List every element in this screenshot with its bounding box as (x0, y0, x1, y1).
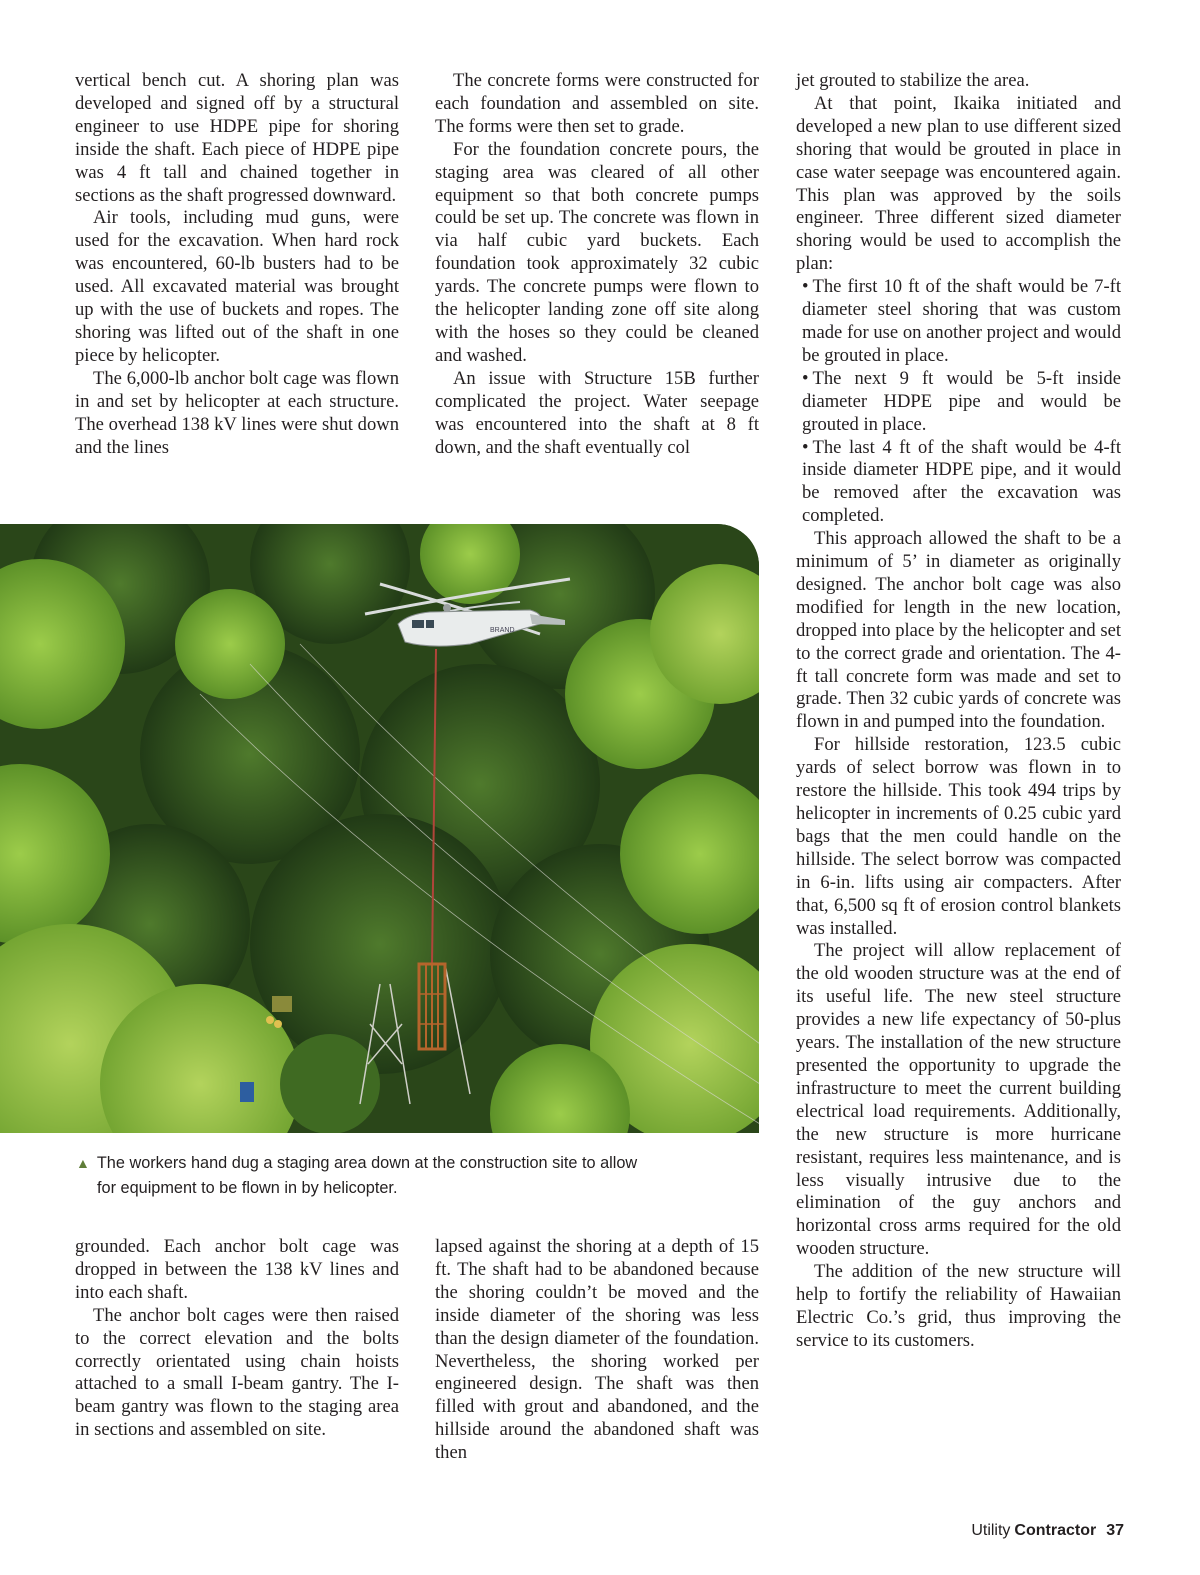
column-2-bottom (435, 1236, 759, 1465)
paragraph: At that point, Ikaika initiated and developed a new plan to use different sized shoring that would be grouted in place in case water seepage was encountered again. This plan was approved by the soils engineer. Three different sized diameter shoring would be used to accomplish the plan: (796, 92, 1121, 275)
paragraph: The anchor bolt cages were then raised to the correct elevation and the bolts correctly orientated using chain hoists attached to a small I-beam gantry. The I-beam gantry was flown to the staging area in sections and assembled on site. (75, 1304, 399, 1441)
bullet-item: • The next 9 ft would be 5-ft inside diameter HDPE pipe and would be grouted in place. (796, 368, 1121, 437)
paragraph: lapsed against the shoring at a depth of 15 ft. The shaft had to be abandoned because the shoring couldn’t be moved and the inside diameter of the shoring was less than the design diameter of the foundation. Nevertheless, the shoring worked per engineered design. The shaft was then filled with grout and abandoned, and the hillside around the abandoned shaft was then (435, 1236, 759, 1464)
column-2-top (435, 70, 759, 459)
paragraph: For the foundation concrete pours, the staging area was cleared of all other equipment so that both concrete pumps could be set up. The concrete was flown in via half cubic yard buckets. Each foundation took approximately 32 cubic yards. The concrete pumps were flown to the helicopter landing zone off site along with the hoses so they could be cleaned and washed. (435, 138, 759, 366)
paragraph: For hillside restoration, 123.5 cubic yards of select borrow was flown in to restore the hillside. This took 494 trips by helicopter in increments of 0.25 cubic yard bags that the men could handle on the hillside. The select borrow was compacted in 6-in. lifts using air compacters. After that, 6,500 sq ft of erosion control blankets was installed. (796, 734, 1121, 939)
forest-helicopter-illustration (0, 524, 759, 1133)
page-number: 37 (1106, 1522, 1124, 1539)
column-1-top (75, 70, 399, 459)
bullet-item: • The first 10 ft of the shaft would be 7-ft diameter steel shoring that was custom made for use on another project and would be grouted in place. (796, 276, 1121, 368)
column-1-bottom (75, 1236, 399, 1442)
paragraph: jet grouted to stabilize the area. (796, 70, 1030, 91)
magazine-name-light: Utility (971, 1522, 1011, 1539)
page-footer (971, 1522, 1124, 1540)
caption-line-1: The workers hand dug a staging area down at the construction site to allow (96, 1154, 638, 1172)
photo-caption (76, 1151, 776, 1201)
bullet-item: • The last 4 ft of the shaft would be 4-ft inside diameter HDPE pipe, and it would be removed after the excavation was completed. (796, 437, 1121, 529)
paragraph: Air tools, including mud guns, were used for the excavation. When hard rock was encountered, 60-lb busters had to be used. All excavated material was brought up with the use of buckets and ropes. The shoring was lifted out of the shaft in one piece by helicopter. (75, 207, 399, 366)
paragraph: This approach allowed the shaft to be a minimum of 5’ in diameter as originally designed. The anchor bolt cage was also modified for length in the new location, dropped into place by the helicopter and set to the correct grade and orientation. The 4-ft tall concrete form was made and set to grade. Then 32 cubic yards of concrete was flown in and pumped into the foundation. (796, 528, 1121, 733)
paragraph: The 6,000-lb anchor bolt cage was flown in and set by helicopter at each structure. The overhead 138 kV lines were shut down and the lines (75, 367, 399, 458)
magazine-name-bold: Contractor (1014, 1522, 1097, 1539)
paragraph: An issue with Structure 15B further complicated the project. Water seepage was encountered into the shaft at 8 ft down, and the shaft eventually col (435, 367, 759, 458)
caption-triangle-icon: ▲ (76, 1155, 90, 1171)
caption-line-2: for equipment to be flown in by helicopter. (97, 1179, 398, 1197)
svg-text:BRAND: BRAND (490, 627, 515, 634)
paragraph: vertical bench cut. A shoring plan was developed and signed off by a structural engineer to use HDPE pipe for shoring inside the shaft. Each piece of HDPE pipe was 4 ft tall and chained together in sections as the shaft progressed downward. (75, 70, 399, 206)
helicopter-photo (0, 524, 759, 1133)
column-3 (796, 70, 1121, 1353)
paragraph: grounded. Each anchor bolt cage was dropped in between the 138 kV lines and into each shaft. (75, 1236, 399, 1303)
paragraph: The concrete forms were constructed for each foundation and assembled on site. The forms were then set to grade. (435, 70, 759, 137)
paragraph: The project will allow replacement of the old wooden structure was at the end of its useful life. The new steel structure provides a new life expectancy of 50-plus years. The installation of the new structure presented the opportunity to upgrade the infrastructure to meet the current building electrical load requirements. Additionally, the new structure is more hurricane resistant, requires less maintenance, and is less visually intrusive due to the elimination of the guy anchors and horizontal cross arms required for the old wooden structure. (796, 940, 1121, 1260)
paragraph: The addition of the new structure will help to fortify the reliability of Hawaiian Electric Co.’s grid, thus improving the service to its customers. (796, 1261, 1121, 1351)
